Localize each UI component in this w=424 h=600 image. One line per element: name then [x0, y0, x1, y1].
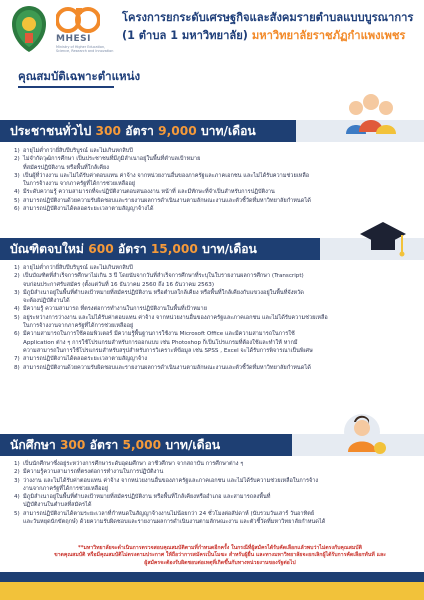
list-item: 2) ไม่จำกัดวุฒิการศึกษา เป็นประชาชนที่มีภูมิลำเนาอยู่ในพื้นที่ตำบลเป้าหมาย ที่สมัครปฏิบัติงาน หรือพื้นที่ใกล้เคียง [14, 156, 201, 171]
list-item: 5) สามารถปฏิบัติงานด้วยความรับผิดชอบและรายงานผลการดำเนินงานตามลักษณะงานและตัวชี้วัดที่มหาวิทยาลัยกำหนดได้ [14, 197, 311, 204]
list-item: 4) มีความรู้ ความสามารถ ที่ตรงต่อการทำงานในการปฏิบัติงานในพื้นที่เป้าหมาย [14, 306, 207, 313]
banner-label: บัณฑิตจบใหม่ [10, 242, 84, 256]
banner-label: นักศึกษา [10, 438, 56, 452]
list-item: 5) สามารถปฏิบัติงานได้ตามระยะเวลาที่กำหนดในสัญญาจ้างงานไม่น้อยกว่า 24 ชั่วโมงต่อสัปดาห์ (นับรวมวันเสาร์ วันอาทิตย์ และวันหยุดนักขัตฤกษ์) ด้วยความรับผิดชอบและรายงานผลการดำเนินงานตามลักษณะงาน และตัวชี้วัดที่มหาวิทยาลัยกำหนดได้ [14, 510, 326, 526]
list-item: 8) สามารถปฏิบัติงานด้วยความรับผิดชอบและรายงานผลการดำเนินงานตามลักษณะงานและตัวชี้วัดที่มหาวิทยาลัยกำหนดได้ [14, 364, 311, 371]
project-tagline: (1 ตำบล 1 มหาวิทยาลัย) [122, 29, 248, 42]
footer-note [40, 545, 400, 567]
section-heading: คุณสมบัติเฉพาะตำแหน่ง [18, 69, 141, 83]
footer-bar [0, 582, 424, 600]
university-name: มหาวิทยาลัยราชภัฏกำแพงเพชร [251, 29, 406, 42]
graduation-cap-icon [358, 218, 408, 264]
banner-suffix: บาท/เดือน [165, 438, 221, 452]
mhesi-logo [56, 6, 114, 58]
banner-student [0, 434, 292, 456]
banner-mid: อัตรา [89, 438, 119, 452]
banner-new-graduate [0, 238, 320, 260]
banner-amount: 15,000 [150, 242, 198, 256]
banner-count: 300 [59, 438, 86, 452]
page-header [0, 0, 424, 64]
list-item: 5) อยู่ระหว่างการว่างงาน และไม่ได้รับค่าตอบแทน ค่าจ้าง จากหน่วยงานอื่นของภาครัฐและภาคเอกชน และไม่ได้รับความช่วยเหลือ ในการจ้างงานจากภาครัฐที่ได้การช่วยเหลืออยู่ [14, 314, 328, 330]
list-item: 1) เป็นนักศึกษาซึ่งอยู่ระหว่างการศึกษาระดับอุดมศึกษา อาชีวศึกษา จากสถาบัน การศึกษาต่าง ๆ [14, 461, 244, 467]
requirements-list-student [14, 460, 410, 526]
footer-stripe [0, 572, 424, 582]
footer-note-line: ขาดคุณสมบัติ หรือมีคุณสมบัติไม่ตรงตามประกาศ ให้ถือว่าการสมัครเป็นโมฆะ สำหรับผู้ยื่น และทางมหาวิทยาลัยจะยกเลิกผู้ได้รับการคัดเลือกทันที และ [54, 552, 386, 559]
list-item: 3) เป็นผู้ที่ว่างงาน และไม่ได้รับค่าตอบแทน ค่าจ้าง จากหน่วยงานอื่นของภาครัฐและภาคเอกชน และไม่ได้รับความช่วยเหลือ ในการจ้างงาน จากภาครัฐที่ได้การช่วยเหลืออยู่ [14, 172, 310, 188]
banner-suffix: บาท/เดือน [202, 242, 257, 256]
banner-general-public [0, 120, 296, 142]
list-item: 6) สามารถปฏิบัติงานได้ตลอดระยะเวลาตามสัญญาจ้างได้ [14, 206, 154, 213]
mhesi-emblem-icon [56, 6, 100, 34]
footer-note-line: **มหาวิทยาลัยจะดำเนินการตรวจสอบคุณสมบัติตามที่กำหนดอีกครั้ง ในกรณีที่ผู้สมัครได้รับคัดเลือกแล้วพบว่าไม่ตรงกับคุณสมบัติ [78, 545, 362, 551]
list-item: 6) มีความสามารถในการใช้คอมพิวเตอร์ มีความรู้พื้นฐานการใช้งาน Microsoft Office และมีความสามารถในการใช้ Application ต่าง ๆ การใช้โปรแกรมสำหรับการออกแบบ เช่น Photoshop ก็เป็นโปรแกรมที่ต้องใช้และทำให้ หากมี ความสามารถในการใช้โปรแกรมสำหรับสรุปสำหรับการวิเคราะห์ข้อมูล เช่น SPSS , Excel จะได้รับการพิจารณาเป็นพิเศษ [14, 331, 313, 354]
requirements-list-general [14, 147, 410, 213]
requirements-list-graduate [14, 264, 410, 372]
section-underline [18, 86, 114, 88]
list-item: 3) ว่างงาน และไม่ได้รับค่าตอบแทน ค่าจ้าง จากหน่วยงานอื่นของภาครัฐและภาคเอกชน และไม่ได้รับความช่วยเหลือในการจ้าง งานจากภาครัฐที่ได้การช่วยเหลืออยู่ [14, 477, 319, 492]
banner-label: ประชาชนทั่วไป [10, 124, 92, 138]
banner-count: 600 [88, 242, 114, 256]
list-item: 1) อายุไม่ต่ำกว่ายี่สิบปีบริบูรณ์ และไม่เกินหกสิบปี [14, 148, 133, 154]
project-title: โครงการยกระดับเศรษฐกิจและสังคมรายตำบลแบบบูรณาการ [122, 11, 414, 24]
banner-mid: อัตรา [125, 124, 154, 138]
project-subtitle [122, 26, 405, 44]
list-item: 2) มีความรู้ความสามารถที่ตรงต่อการทำงานในการปฏิบัติงาน [14, 469, 164, 476]
mhesi-subtitle: Ministry of Higher Education, Science, Research and Innovation [56, 45, 114, 53]
list-item: 4) มีระดับความรู้ ความสามารถที่จะปฏิบัติงานตอบสนองงาน หน้าที่ และมีทักษะที่จำเป็นสำหรับการปฏิบัติงาน [14, 189, 275, 196]
student-avatar-icon [334, 408, 390, 468]
banner-suffix: บาท/เดือน [200, 124, 256, 138]
list-item: 1) อายุไม่ต่ำกว่ายี่สิบปีบริบูรณ์ และไม่เกินหกสิบปี [14, 265, 133, 271]
banner-amount: 5,000 [122, 438, 162, 452]
university-seal-logo [8, 4, 50, 54]
banner-count: 300 [95, 124, 121, 138]
list-item: 3) มีภูมิลำเนาอยู่ในพื้นที่ตำบลเป้าหมายที่สมัครปฏิบัติงาน หรือตำบลใกล้เคียง หรือพื้นที่ใกล้เคียงกับแขวงอยู่ในพื้นที่จังหวัด จะต้องปฏิบัติงานได้ [14, 289, 304, 305]
list-item: 4) มีภูมิลำเนาอยู่ในพื้นที่ตำบลเป้าหมายที่สมัครปฏิบัติงาน หรือพื้นที่ใกล้เคียงหรืออำเภอ และสามารถลงพื้นที่ ปฏิบัติงานในตำบลที่สมัครได้ [14, 494, 271, 509]
banner-mid: อัตรา [117, 242, 147, 256]
list-item: 7) สามารถปฏิบัติงานได้ตลอดระยะเวลาตามสัญญาจ้าง [14, 356, 148, 363]
list-item: 2) เป็นบัณฑิตที่สำเร็จการศึกษาไม่เกิน 3 ปี โดยนับจากวันที่สำเร็จการศึกษาที่ระบุในใบรายงานผลการศึกษา (Transcript) จบก่อนประกาศรับสมัคร (ตั้งแต่วันที่ 16 ธันวาคม 2560 ถึง 16 ธันวาคม 2563) [14, 273, 304, 288]
banner-amount: 9,000 [158, 124, 197, 138]
mhesi-wordmark: MHESI [56, 34, 91, 44]
footer-note-line: ผู้สมัครจะต้องรับผิดชอบต่อเหตุที่เกิดขึ้นกับทางหน่วยงานของรัฐต่อไป [144, 559, 296, 566]
people-group-icon [342, 88, 400, 142]
